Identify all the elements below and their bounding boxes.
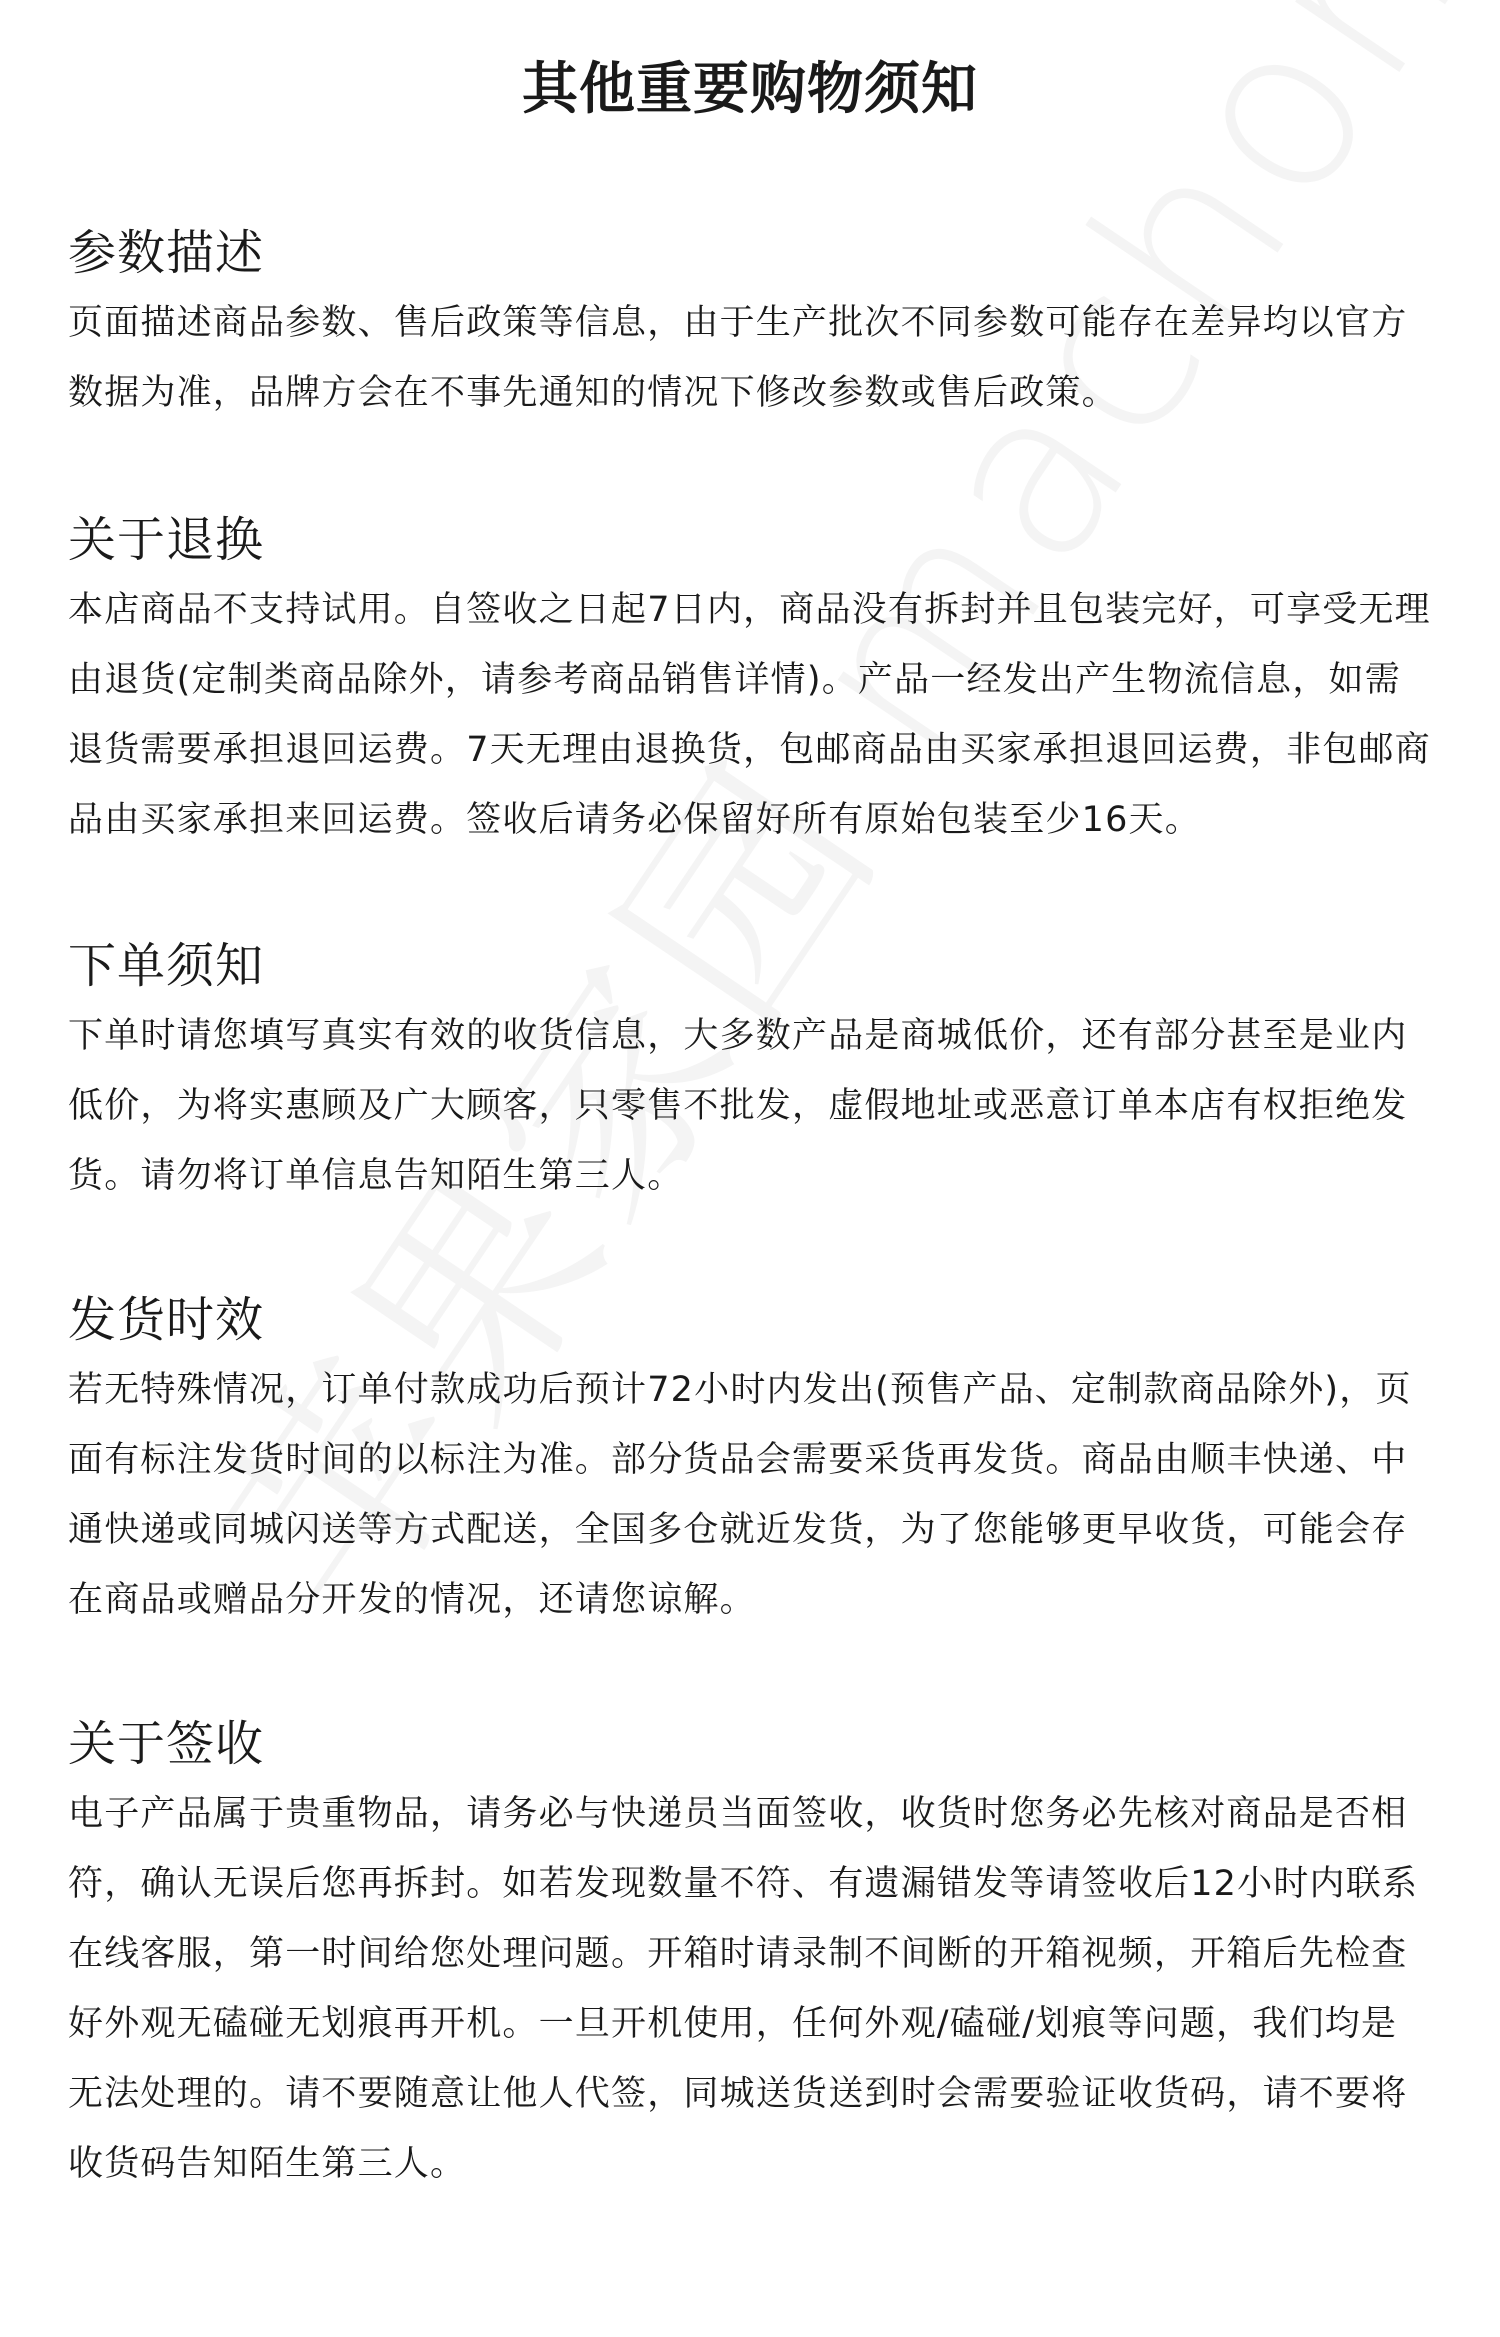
section-signing [68,1709,1432,2199]
section-heading: 发货时效 [68,1292,265,1348]
section-ordering [68,931,1432,1211]
section-body: 下单时请您填写真实有效的收货信息，大多数产品是商城低价，还有部分甚至是业内低价，为将实惠顾及广大顾客，只零售不批发，虚假地址或恶意订单本店有权拒绝发货。请勿将订单信息告知陌生第三人。 [68,1016,1408,1196]
section-heading: 下单须知 [68,938,265,994]
page-title: 其他重要购物须知 [522,57,978,122]
section-shipping-time [68,1285,1432,1635]
section-heading: 参数描述 [68,225,265,281]
section-heading: 关于退换 [68,512,265,568]
section-returns [68,505,1432,855]
section-body: 若无特殊情况，订单付款成功后预计72小时内发出(预售产品、定制款商品除外)，页面有标注发货时间的以标注为准。部分货品会需要采货再发货。商品由顺丰快递、中通快递或同城闪送等方式配送，全国多仓就近发货，为了您能够更早收货，可能会存在商品或赠品分开发的情况，还请您谅解。 [68,1370,1412,1620]
section-body: 本店商品不支持试用。自签收之日起7日内，商品没有拆封并且包装完好，可享受无理由退货(定制类商品除外，请参考商品销售详情)。产品一经发出产生物流信息，如需退货需要承担退回运费。7天无理由退换货，包邮商品由买家承担退回运费，非包邮商品由买家承担来回运费。签收后请务必保留好所有原始包装至少16天。 [68,590,1431,840]
section-parameters [68,218,1432,428]
section-body: 页面描述商品参数、售后政策等信息，由于生产批次不同参数可能存在差异均以官方数据为准，品牌方会在不事先通知的情况下修改参数或售后政策。 [68,303,1408,413]
section-heading: 关于签收 [68,1716,265,1772]
section-body: 电子产品属于贵重物品，请务必与快递员当面签收，收货时您务必先核对商品是否相符，确认无误后您再拆封。如若发现数量不符、有遗漏错发等请签收后12小时内联系在线客服，第一时间给您处理问题。开箱时请录制不间断的开箱视频，开箱后先检查好外观无磕碰无划痕再开机。一旦开机使用，任何外观/磕碰/划痕等问题，我们均是无法处理的。请不要随意让他人代签，同城送货送到时会需要验证收货码，请不要将收货码告知陌生第三人。 [68,1794,1419,2184]
